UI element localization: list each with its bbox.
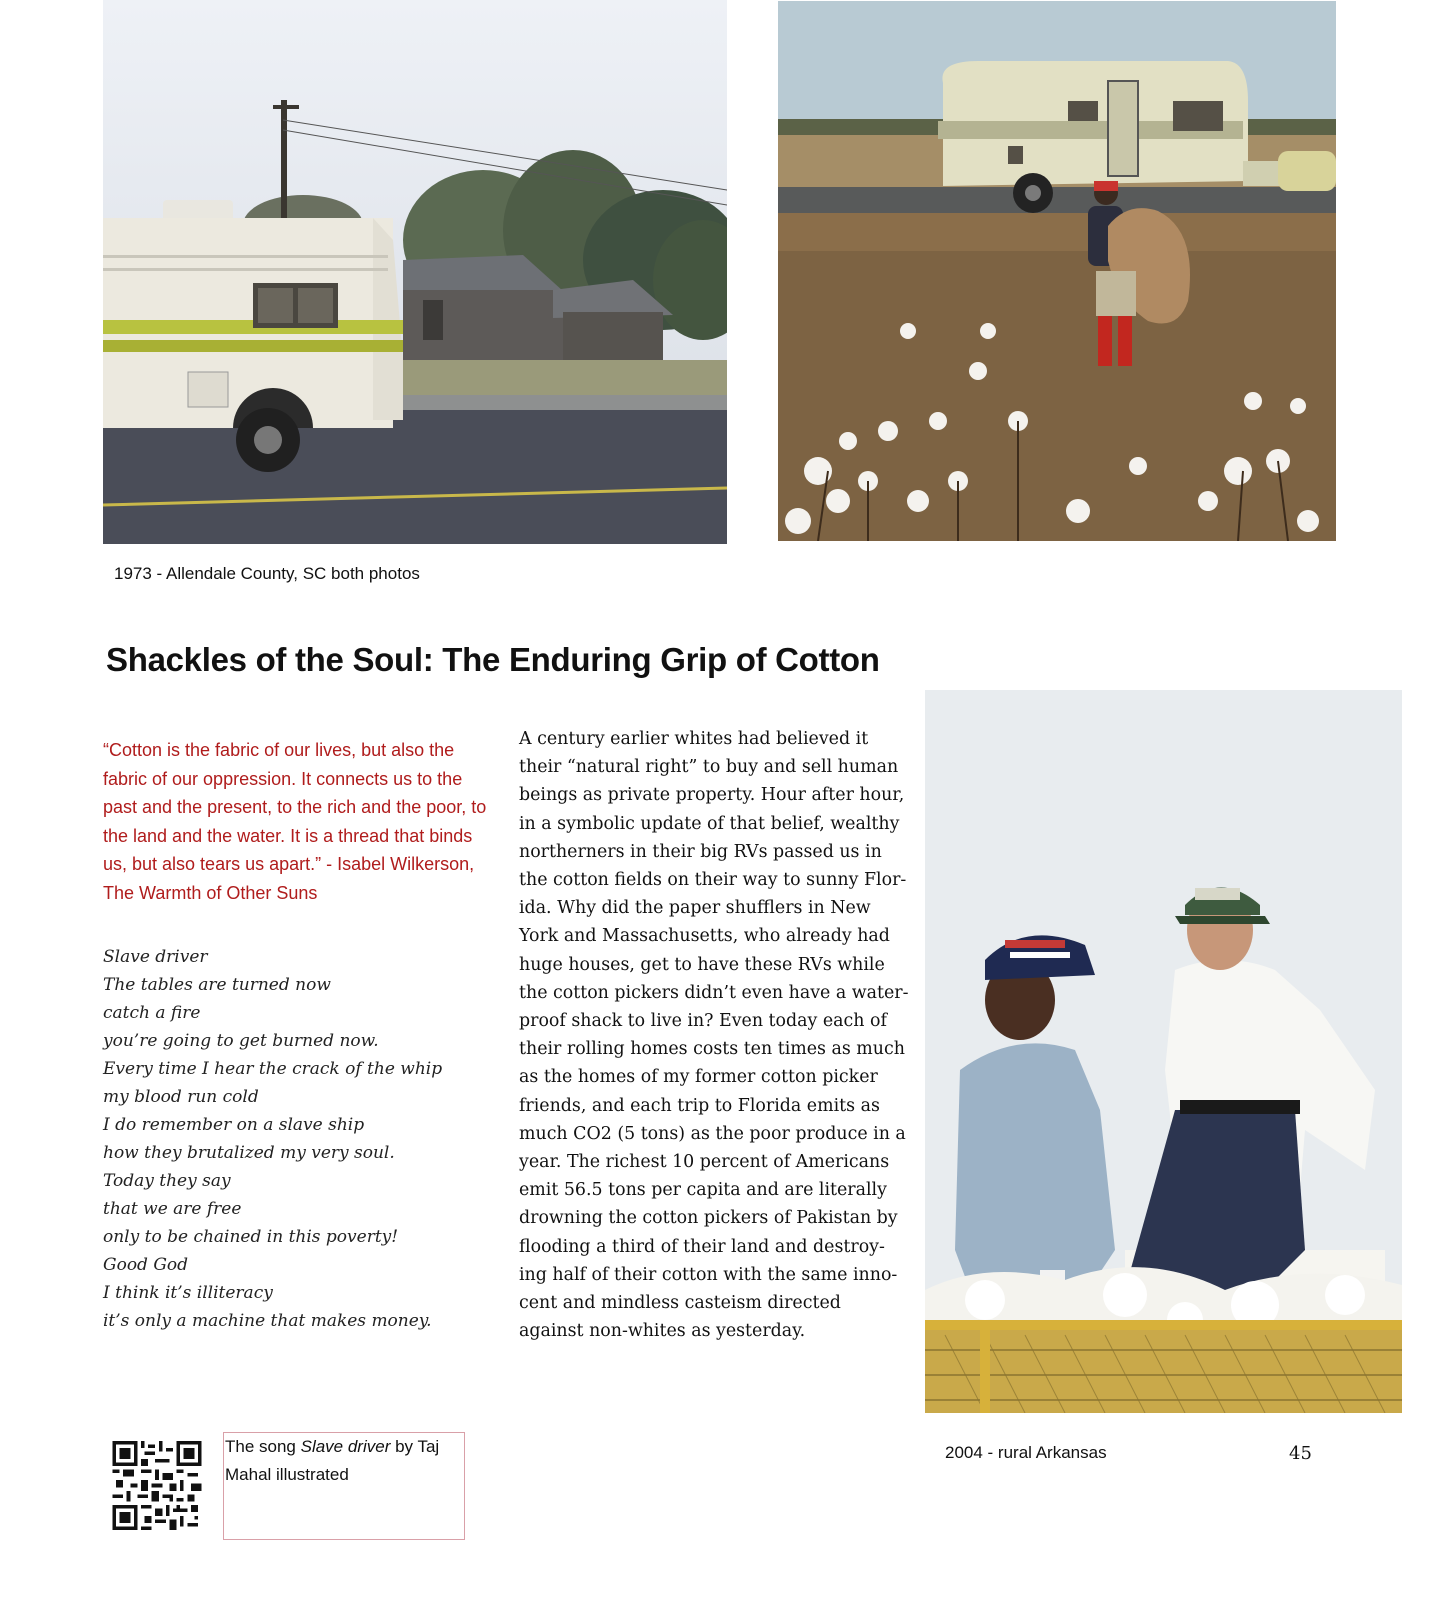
- body-line: against non-whites as yesterday.: [519, 1321, 806, 1342]
- body-line: much CO2 (5 tons) as the poor produce in a: [519, 1123, 906, 1144]
- body-line: cent and mindless casteism directed: [519, 1293, 841, 1314]
- article-body: [519, 725, 919, 1345]
- body-line: huge houses, get to have these RVs while: [519, 954, 885, 975]
- qr-code-icon[interactable]: [112, 1441, 202, 1530]
- lyric-line: only to be chained in this poverty!: [103, 1227, 399, 1247]
- lyric-line: Slave driver: [103, 947, 208, 967]
- body-line: drowning the cotton pickers of Pakistan by: [519, 1208, 898, 1229]
- body-line: year. The richest 10 percent of Americans: [519, 1152, 890, 1173]
- lyric-line: Good God: [103, 1255, 189, 1275]
- lyric-line: I do remember on a slave ship: [103, 1115, 365, 1135]
- photo-rv-and-shack: [103, 0, 727, 544]
- top-photos-caption: 1973 - Allendale County, SC both photos: [114, 564, 420, 583]
- lyric-line: Every time I hear the crack of the whip: [103, 1059, 443, 1079]
- body-line: friends, and each trip to Florida emits as: [519, 1095, 880, 1116]
- body-line: flooding a third of their land and destroy-: [519, 1236, 885, 1257]
- body-line: A century earlier whites had believed it: [519, 729, 869, 749]
- body-line: the cotton pickers didn’t even have a water-: [519, 982, 909, 1003]
- song-link-text: [224, 1433, 464, 1489]
- body-line: northerners in their big RVs passed us in: [519, 841, 882, 862]
- lyric-line: that we are free: [103, 1199, 242, 1219]
- song-link-box[interactable]: [223, 1432, 465, 1540]
- page-title: Shackles of the Soul: The Enduring Grip of Cotton: [106, 641, 880, 678]
- lyric-line: Today they say: [103, 1171, 231, 1191]
- photo-men-on-cotton-trailer: [925, 690, 1402, 1413]
- song-link-prefix: The song: [225, 1437, 301, 1456]
- song-link-suffix: by Taj Mahal illustrated: [225, 1437, 440, 1484]
- lyric-line: my blood run cold: [103, 1087, 259, 1107]
- song-title: Slave driver: [300, 1437, 391, 1456]
- body-line: their rolling homes costs ten times as much: [519, 1039, 905, 1060]
- song-lyrics: [103, 943, 483, 1335]
- bottom-photo-caption: 2004 - rural Arkansas: [945, 1443, 1107, 1462]
- body-line: in a symbolic update of that belief, wealthy: [519, 813, 900, 834]
- lyric-line: how they brutalized my very soul.: [103, 1143, 395, 1163]
- body-line: ida. Why did the paper shufflers in New: [519, 898, 871, 919]
- pull-quote: “Cotton is the fabric of our lives, but also the fabric of our oppression. It connects us to the past and the present, to the rich and the poor, to the land and the water. It is a thread that binds us, but also tears us apart.” - Isabel Wilkerson, The Warmth of Other Suns: [103, 740, 487, 903]
- page-number: 45: [1289, 1443, 1312, 1464]
- lyric-line: it’s only a machine that makes money.: [103, 1311, 432, 1331]
- lyric-line: I think it’s illiteracy: [103, 1283, 273, 1303]
- lyric-line: The tables are turned now: [103, 975, 331, 995]
- body-line: ing half of their cotton with the same inno-: [519, 1264, 898, 1285]
- body-line: their “natural right” to buy and sell human: [519, 757, 899, 778]
- body-line: the cotton fields on their way to sunny Flor-: [519, 870, 907, 891]
- photo-cotton-picker-and-trailer: [778, 1, 1336, 541]
- lyric-line: you’re going to get burned now.: [103, 1031, 379, 1051]
- body-line: as the homes of my former cotton picker: [519, 1067, 878, 1088]
- lyric-line: catch a fire: [103, 1003, 201, 1023]
- body-line: emit 56.5 tons per capita and are literally: [519, 1180, 887, 1201]
- body-line: beings as private property. Hour after hour,: [519, 785, 905, 806]
- body-line: York and Massachusetts, who already had: [519, 926, 890, 947]
- body-line: proof shack to live in? Even today each of: [519, 1011, 887, 1032]
